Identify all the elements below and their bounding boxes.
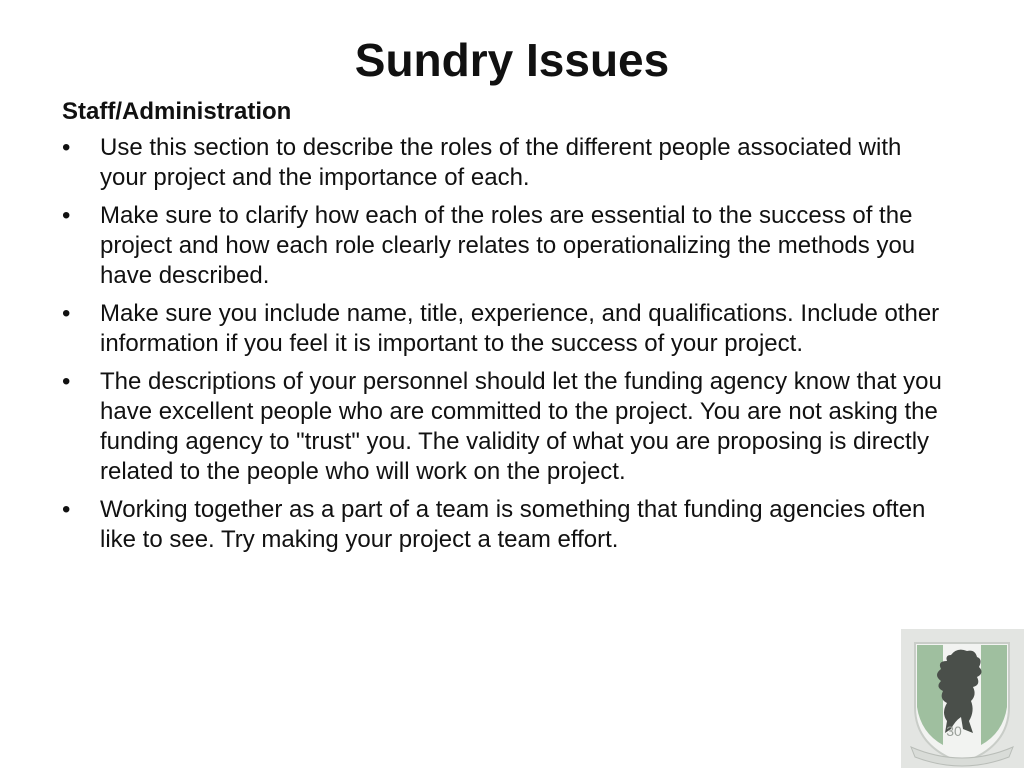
bullet-dot: • xyxy=(62,300,71,327)
bullet-item xyxy=(62,133,942,193)
bullet-dot: • xyxy=(62,368,71,395)
bullet-text: Make sure you include name, title, experience, and qualifications. Include other information if you feel it is important to the success of your project. xyxy=(100,300,940,357)
bullet-text: Make sure to clarify how each of the roles are essential to the success of the project and how each role clearly relates to operationalizing the methods you have described. xyxy=(100,202,916,289)
bullet-list xyxy=(62,133,942,563)
bullet-dot: • xyxy=(62,202,71,229)
bullet-text: Use this section to describe the roles of the different people associated with your project and the importance of each. xyxy=(100,134,902,191)
bullet-dot: • xyxy=(62,496,71,523)
bullet-text: Working together as a part of a team is something that funding agencies often like to see. Try making your project a team effort. xyxy=(100,496,926,553)
bullet-item xyxy=(62,201,942,291)
page-number: 30 xyxy=(946,723,962,739)
bullet-item xyxy=(62,367,942,487)
bullet-item xyxy=(62,495,942,555)
slide-title: Sundry Issues xyxy=(354,34,670,86)
bullet-item xyxy=(62,299,942,359)
crest-graphic xyxy=(901,629,1024,768)
university-crest-icon xyxy=(901,629,1024,768)
bullet-dot: • xyxy=(62,134,71,161)
section-heading: Staff/Administration xyxy=(62,98,292,125)
bullet-text: The descriptions of your personnel should let the funding agency know that you have excellent people who are committed to the project. You are not asking the funding agency to "trust" you. The validity of what you are proposing is directly related to the people who will work on the project. xyxy=(100,368,942,485)
